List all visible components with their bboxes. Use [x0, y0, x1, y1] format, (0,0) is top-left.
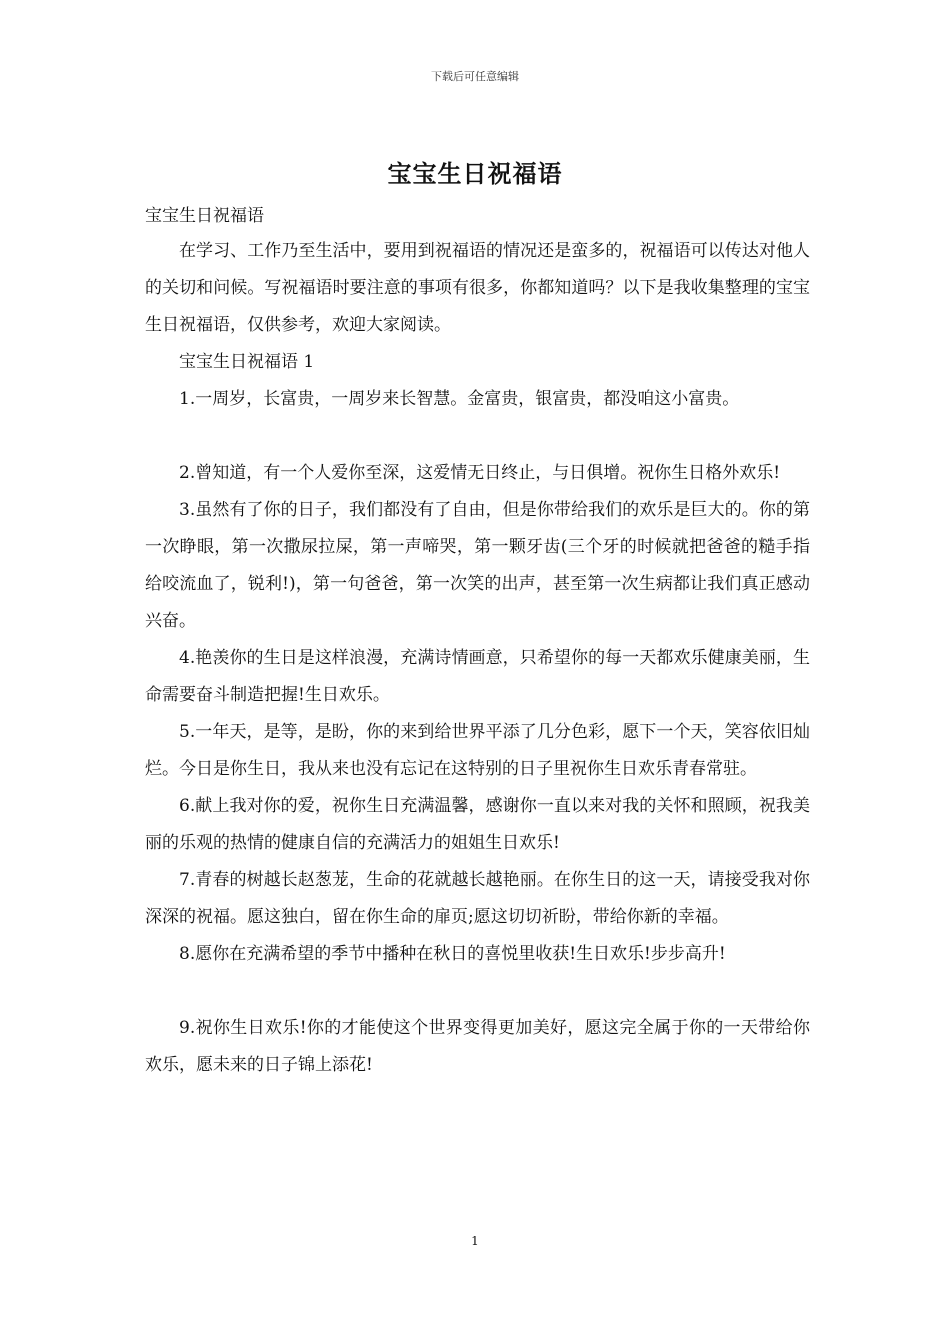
intro-paragraph: 在学习、工作乃至生活中，要用到祝福语的情况还是蛮多的，祝福语可以传达对他人的关切和问候。写祝福语时要注意的事项有很多，你都知道吗？以下是我收集整理的宝宝生日祝福语，仅供参考，欢迎大家阅读。 — [145, 241, 810, 335]
blessing-item-6: 6.献上我对你的爱，祝你生日充满温馨，感谢你一直以来对我的关怀和照顾，祝我美丽的乐观的热情的健康自信的充满活力的姐姐生日欢乐! — [145, 796, 810, 853]
blessing-item-2: 2.曾知道，有一个人爱你至深，这爱情无日终止，与日俱增。祝你生日格外欢乐! — [179, 463, 781, 483]
document-title: 宝宝生日祝福语 — [387, 159, 563, 188]
blessing-item-1: 1.一周岁，长富贵，一周岁来长智慧。金富贵，银富贵，都没咱这小富贵。 — [179, 389, 740, 409]
document-subtitle: 宝宝生日祝福语 — [145, 206, 264, 226]
document-body — [145, 233, 810, 1084]
blessing-item-7: 7.青春的树越长赵葱茏，生命的花就越长越艳丽。在你生日的这一天，请接受我对你深深的祝福。愿这独白，留在你生命的扉页;愿这切切祈盼，带给你新的幸福。 — [145, 870, 810, 927]
header-note: 下载后可任意编辑 — [431, 70, 519, 83]
blessing-item-3: 3.虽然有了你的日子，我们都没有了自由，但是你带给我们的欢乐是巨大的。你的第一次睁眼，第一次撒尿拉屎，第一声啼哭，第一颗牙齿(三个牙的时候就把爸爸的糙手指给咬流血了，锐利!)，第一句爸爸，第一次笑的出声，甚至第一次生病都让我们真正感动兴奋。 — [145, 500, 810, 631]
blessing-item-5: 5.一年天，是等，是盼，你的来到给世界平添了几分色彩，愿下一个天，笑容依旧灿烂。今日是你生日，我从来也没有忘记在这特别的日子里祝你生日欢乐青春常驻。 — [145, 722, 810, 779]
blessing-item-9: 9.祝你生日欢乐!你的才能使这个世界变得更加美好，愿这完全属于你的一天带给你欢乐，愿未来的日子锦上添花! — [145, 1018, 810, 1075]
page-number: 1 — [471, 1234, 479, 1248]
section-heading: 宝宝生日祝福语 1 — [179, 352, 315, 372]
blessing-item-8: 8.愿你在充满希望的季节中播种在秋日的喜悦里收获!生日欢乐!步步高升! — [179, 944, 726, 964]
blessing-item-4: 4.艳羡你的生日是这样浪漫，充满诗情画意，只希望你的每一天都欢乐健康美丽，生命需要奋斗制造把握!生日欢乐。 — [145, 648, 810, 705]
